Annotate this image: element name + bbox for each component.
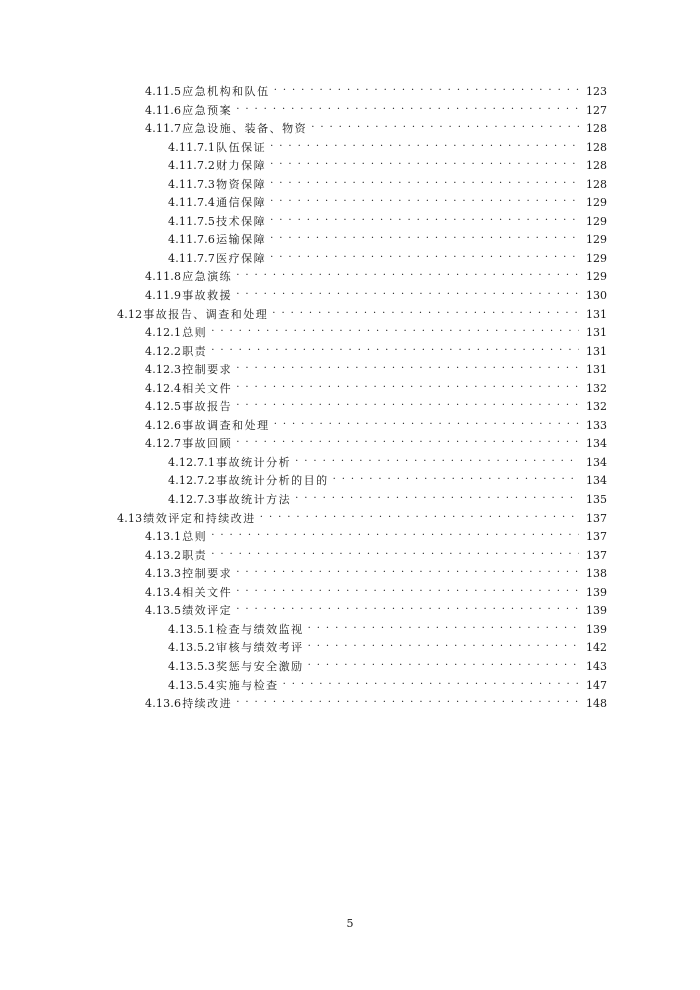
toc-entry-number: 4.11.7 [145, 122, 182, 136]
toc-entry-number: 4.11.6 [145, 103, 182, 117]
toc-entry-title: 职责 [182, 548, 208, 562]
toc-entry-title: 应急演练 [182, 270, 233, 284]
toc-dot-leader [236, 103, 579, 114]
toc-entry[interactable] [145, 398, 700, 417]
toc-dot-leader [270, 158, 579, 169]
toc-dot-leader [236, 288, 579, 299]
toc-entry-number: 4.13.5 [145, 604, 182, 618]
toc-dot-leader [333, 473, 579, 484]
toc-dot-leader [236, 399, 579, 410]
toc-entry-title: 事故回顾 [182, 437, 233, 451]
toc-dot-leader [236, 566, 579, 577]
toc-entry[interactable] [145, 120, 700, 139]
toc-entry[interactable] [145, 417, 700, 436]
toc-entry[interactable] [168, 213, 700, 232]
toc-entry-title: 事故报告 [182, 400, 233, 414]
toc-entry-page: 129 [586, 214, 607, 228]
toc-entry-title: 物资保障 [216, 177, 267, 191]
toc-entry-title: 事故报告、调查和处理 [143, 307, 269, 321]
toc-entry-title: 事故救援 [182, 289, 233, 303]
toc-entry-number: 4.13.5.3 [168, 659, 216, 673]
toc-entry-page: 129 [586, 251, 607, 265]
toc-dot-leader [211, 325, 579, 336]
toc-entry-number: 4.12.7.2 [168, 474, 216, 488]
toc-entry-number: 4.11.7.3 [168, 177, 216, 191]
toc-entry[interactable] [145, 380, 700, 399]
toc-entry-title: 运输保障 [216, 233, 267, 247]
toc-entry-title: 医疗保障 [216, 251, 267, 265]
toc-entry-number: 4.11.7.6 [168, 233, 216, 247]
toc-dot-leader [270, 214, 579, 225]
toc-entry[interactable] [168, 139, 700, 158]
toc-entry-title: 奖惩与安全激励 [216, 659, 304, 673]
page-number: 5 [346, 917, 354, 930]
toc-entry-number: 4.12.2 [145, 344, 182, 358]
toc-entry-page: 131 [586, 326, 607, 340]
toc-entry-page: 137 [586, 511, 607, 525]
toc-entry-number: 4.11.9 [145, 289, 182, 303]
toc-entry[interactable] [145, 361, 700, 380]
toc-entry[interactable] [145, 584, 700, 603]
toc-dot-leader [270, 195, 579, 206]
toc-entry-number: 4.13.5.1 [168, 622, 216, 636]
toc-entry[interactable] [145, 83, 700, 102]
toc-entry-title: 事故统计分析 [216, 455, 292, 469]
toc-entry-page: 131 [586, 363, 607, 377]
toc-dot-leader [295, 492, 579, 503]
toc-entry-page: 139 [586, 585, 607, 599]
toc-dot-leader [311, 121, 579, 132]
toc-entry-number: 4.13.5.4 [168, 678, 216, 692]
toc-entry[interactable] [145, 695, 700, 714]
toc-entry[interactable] [168, 639, 700, 658]
toc-entry-page: 132 [586, 400, 607, 414]
toc-dot-leader [211, 344, 579, 355]
toc-entry-page: 131 [586, 307, 607, 321]
toc-dot-leader [308, 622, 579, 633]
toc-entry-page: 130 [586, 289, 607, 303]
toc-entry-page: 127 [586, 103, 607, 117]
toc-entry-page: 129 [586, 233, 607, 247]
toc-dot-leader [211, 548, 579, 559]
toc-entry-page: 128 [586, 122, 607, 136]
toc-entry[interactable] [145, 528, 700, 547]
toc-entry-number: 4.12.4 [145, 381, 182, 395]
toc-entry-page: 139 [586, 622, 607, 636]
toc-entry-title: 职责 [182, 344, 208, 358]
toc-entry-number: 4.11.8 [145, 270, 182, 284]
toc-entry-page: 135 [586, 493, 607, 507]
toc-entry-title: 技术保障 [216, 214, 267, 228]
toc-dot-leader [236, 585, 579, 596]
toc-entry-page: 134 [586, 474, 607, 488]
toc-entry-number: 4.11.5 [145, 85, 182, 98]
toc-entry[interactable] [117, 306, 700, 325]
toc-dot-leader [236, 269, 579, 280]
toc-entry-page: 134 [586, 437, 607, 451]
toc-entry-page: 137 [586, 530, 607, 544]
toc-entry-title: 相关文件 [182, 381, 233, 395]
toc-entry[interactable] [145, 287, 700, 306]
toc-dot-leader [274, 84, 579, 95]
toc-entry-number: 4.12.5 [145, 400, 182, 414]
toc-entry-number: 4.12.3 [145, 363, 182, 377]
toc-entry-number: 4.12.6 [145, 418, 182, 432]
toc-entry-page: 147 [586, 678, 607, 692]
toc-entry-title: 持续改进 [182, 697, 233, 711]
toc-entry[interactable] [145, 268, 700, 287]
toc-dot-leader [270, 140, 579, 151]
toc-entry[interactable] [168, 454, 700, 473]
toc-entry-page: 129 [586, 270, 607, 284]
toc-entry-number: 4.11.7.5 [168, 214, 216, 228]
toc-entry-page: 134 [586, 455, 607, 469]
toc-entry-page: 139 [586, 604, 607, 618]
toc-entry-title: 审核与绩效考评 [216, 641, 304, 655]
toc-dot-leader [236, 436, 579, 447]
toc-entry-title: 通信保障 [216, 196, 267, 210]
toc-entry-title: 总则 [182, 530, 208, 544]
toc-entry[interactable] [145, 343, 700, 362]
toc-entry-title: 检查与绩效监视 [216, 622, 304, 636]
toc-entry[interactable] [145, 435, 700, 454]
toc-entry-page: 131 [586, 344, 607, 358]
toc-entry-title: 实施与检查 [216, 678, 279, 692]
toc-entry-number: 4.13.5.2 [168, 641, 216, 655]
toc-entry[interactable] [145, 102, 700, 121]
toc-entry-title: 绩效评定和持续改进 [143, 511, 256, 525]
toc-entry[interactable] [168, 491, 700, 510]
toc-entry-number: 4.12.1 [145, 326, 182, 340]
toc-dot-leader [308, 659, 579, 670]
toc-entry-page: 143 [586, 659, 607, 673]
toc-entry-title: 财力保障 [216, 159, 267, 173]
toc-entry[interactable] [145, 602, 700, 621]
toc-entry-title: 事故统计分析的目的 [216, 474, 329, 488]
toc-entry-page: 128 [586, 159, 607, 173]
toc-entry[interactable] [145, 324, 700, 343]
toc-entry-page: 123 [586, 85, 607, 98]
toc-entry-title: 队伍保证 [216, 140, 267, 154]
toc-dot-leader [236, 603, 579, 614]
toc-entry-page: 129 [586, 196, 607, 210]
table-of-contents [0, 83, 700, 714]
toc-entry[interactable] [168, 677, 700, 696]
toc-entry-title: 总则 [182, 326, 208, 340]
toc-entry-title: 事故调查和处理 [182, 418, 270, 432]
toc-entry-number: 4.13.3 [145, 567, 182, 581]
toc-entry-number: 4.13.2 [145, 548, 182, 562]
toc-dot-leader [270, 251, 579, 262]
toc-entry-number: 4.13 [117, 511, 143, 525]
toc-entry-page: 132 [586, 381, 607, 395]
toc-entry-title: 应急机构和队伍 [182, 85, 270, 98]
toc-entry-number: 4.11.7.7 [168, 251, 216, 265]
toc-entry-page: 138 [586, 567, 607, 581]
toc-entry-page: 128 [586, 140, 607, 154]
toc-entry[interactable] [168, 658, 700, 677]
toc-entry-page: 133 [586, 418, 607, 432]
toc-entry-page: 137 [586, 548, 607, 562]
toc-entry-title: 应急设施、装备、物资 [182, 122, 308, 136]
toc-entry-title: 应急预案 [182, 103, 233, 117]
toc-dot-leader [308, 640, 579, 651]
toc-dot-leader [270, 177, 579, 188]
toc-dot-leader [236, 381, 579, 392]
toc-entry-title: 控制要求 [182, 567, 233, 581]
toc-entry-number: 4.13.1 [145, 530, 182, 544]
toc-entry[interactable] [168, 157, 700, 176]
toc-dot-leader [260, 511, 579, 522]
toc-entry[interactable] [117, 510, 700, 529]
toc-entry-page: 148 [586, 697, 607, 711]
toc-dot-leader [236, 362, 579, 373]
toc-entry-page: 128 [586, 177, 607, 191]
toc-dot-leader [295, 455, 579, 466]
toc-entry[interactable] [145, 565, 700, 584]
toc-dot-leader [272, 307, 579, 318]
toc-dot-leader [274, 418, 579, 429]
toc-entry-number: 4.13.4 [145, 585, 182, 599]
toc-entry-number: 4.12.7 [145, 437, 182, 451]
toc-entry[interactable] [145, 547, 700, 566]
toc-dot-leader [236, 696, 579, 707]
toc-dot-leader [270, 232, 579, 243]
toc-entry-number: 4.12.7.3 [168, 493, 216, 507]
toc-entry-number: 4.11.7.2 [168, 159, 216, 173]
toc-dot-leader [211, 529, 579, 540]
toc-entry-number: 4.11.7.4 [168, 196, 216, 210]
toc-entry-number: 4.12.7.1 [168, 455, 216, 469]
toc-entry-title: 相关文件 [182, 585, 233, 599]
toc-entry[interactable] [168, 194, 700, 213]
toc-entry-number: 4.13.6 [145, 697, 182, 711]
toc-entry[interactable] [168, 231, 700, 250]
toc-entry-title: 事故统计方法 [216, 493, 292, 507]
toc-entry-number: 4.12 [117, 307, 143, 321]
toc-entry[interactable] [168, 250, 700, 269]
toc-entry[interactable] [168, 472, 700, 491]
toc-entry-title: 控制要求 [182, 363, 233, 377]
toc-entry[interactable] [168, 176, 700, 195]
toc-entry-page: 142 [586, 641, 607, 655]
toc-dot-leader [283, 678, 579, 689]
toc-entry-number: 4.11.7.1 [168, 140, 216, 154]
toc-entry-title: 绩效评定 [182, 604, 233, 618]
toc-entry[interactable] [168, 621, 700, 640]
